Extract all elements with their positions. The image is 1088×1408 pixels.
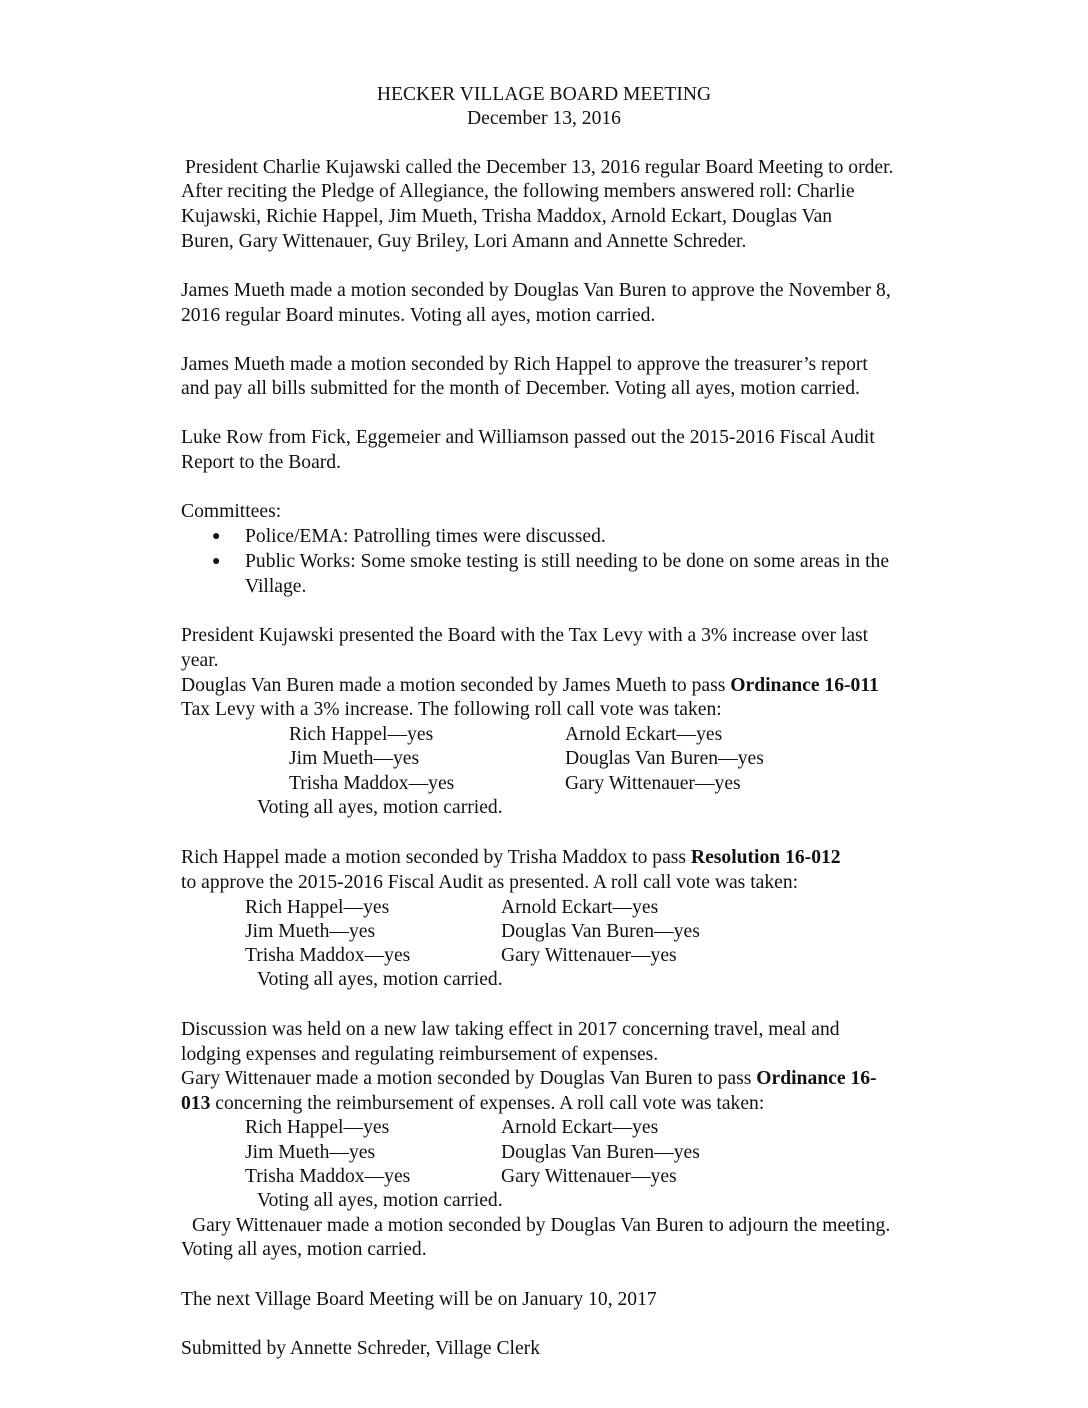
vote-result: Voting all ayes, motion carried. (257, 797, 503, 818)
vote-entry: Douglas Van Buren—yes (501, 1142, 700, 1163)
call-to-order-line: After reciting the Pledge of Allegiance, the following members answered roll: Charlie (181, 181, 855, 202)
minutes-line: James Mueth made a motion seconded by Douglas Van Buren to approve the November 8, (181, 280, 891, 301)
vote-entry: Jim Mueth—yes (245, 921, 376, 942)
expenses-motion-line-cont (181, 1094, 764, 1114)
vote-entry: Gary Wittenauer—yes (501, 1166, 677, 1187)
vote-entry: Jim Mueth—yes (289, 748, 420, 769)
vote-entry: Gary Wittenauer—yes (565, 773, 741, 794)
tax-levy-line: Tax Levy with a 3% increase. The following roll call vote was taken: (181, 699, 722, 720)
next-meeting-note: The next Village Board Meeting will be on January 10, 2017 (181, 1289, 657, 1310)
vote-result: Voting all ayes, motion carried. (257, 969, 503, 990)
tax-levy-line: year. (181, 650, 219, 671)
tax-levy-motion-line (181, 676, 879, 696)
vote-entry: Rich Happel—yes (245, 1117, 390, 1138)
expenses-line: Discussion was held on a new law taking effect in 2017 concerning travel, meal and (181, 1019, 840, 1040)
tax-levy-line: President Kujawski presented the Board with the Tax Levy with a 3% increase over last (181, 625, 869, 646)
meeting-date: December 13, 2016 (467, 108, 621, 129)
motion-text: Rich Happel made a motion seconded by Trisha Maddox to pass (181, 847, 691, 868)
treasurer-line: and pay all bills submitted for the month of December. Voting all ayes, motion carried. (181, 378, 860, 399)
vote-entry: Jim Mueth—yes (245, 1142, 376, 1163)
committee-item-public-works-cont: Village. (245, 576, 307, 597)
expenses-motion-line (181, 1069, 877, 1089)
adjourn-line: Gary Wittenauer made a motion seconded by Douglas Van Buren to adjourn the meeting. (192, 1215, 891, 1236)
resolution-number: Resolution 16-012 (690, 847, 841, 868)
committee-item-public-works: Public Works: Some smoke testing is still needing to be done on some areas in the (245, 551, 890, 572)
vote-entry: Trisha Maddox—yes (245, 945, 411, 966)
document-title: HECKER VILLAGE BOARD MEETING (376, 84, 712, 105)
vote-entry: Trisha Maddox—yes (245, 1166, 411, 1187)
motion-text: Douglas Van Buren made a motion seconded by James Mueth to pass (181, 675, 731, 696)
minutes-line: 2016 regular Board minutes. Voting all ayes, motion carried. (181, 305, 656, 326)
ordinance-number-cont: 013 (181, 1093, 211, 1114)
treasurer-line: James Mueth made a motion seconded by Rich Happel to approve the treasurer’s report (181, 354, 868, 375)
committees-heading: Committees: (181, 501, 282, 522)
vote-entry: Douglas Van Buren—yes (501, 921, 700, 942)
adjourn-line: Voting all ayes, motion carried. (181, 1239, 427, 1260)
expenses-line: lodging expenses and regulating reimbursement of expenses. (181, 1044, 659, 1065)
call-to-order-line: Buren, Gary Wittenauer, Guy Briley, Lori Amann and Annette Schreder. (181, 231, 747, 252)
resolution-motion-line (181, 848, 841, 868)
vote-entry: Rich Happel—yes (289, 724, 434, 745)
vote-entry: Rich Happel—yes (245, 897, 390, 918)
call-to-order-line: Kujawski, Richie Happel, Jim Mueth, Trisha Maddox, Arnold Eckart, Douglas Van (181, 206, 833, 227)
bullet-icon: ● (212, 554, 221, 569)
motion-text: Gary Wittenauer made a motion seconded by Douglas Van Buren to pass (181, 1068, 757, 1089)
motion-text: concerning the reimbursement of expenses. A roll call vote was taken: (210, 1093, 765, 1114)
committee-item-police: Police/EMA: Patrolling times were discussed. (245, 526, 606, 547)
vote-entry: Arnold Eckart—yes (565, 724, 723, 745)
ordinance-number: Ordinance 16-011 (730, 675, 879, 696)
vote-entry: Douglas Van Buren—yes (565, 748, 764, 769)
vote-entry: Arnold Eckart—yes (501, 897, 659, 918)
resolution-line: to approve the 2015-2016 Fiscal Audit as presented. A roll call vote was taken: (181, 872, 799, 893)
vote-result: Voting all ayes, motion carried. (257, 1190, 503, 1211)
vote-entry: Trisha Maddox—yes (289, 773, 455, 794)
audit-report-line: Luke Row from Fick, Eggemeier and Williamson passed out the 2015-2016 Fiscal Audit (181, 427, 875, 448)
ordinance-number: Ordinance 16- (756, 1068, 877, 1089)
call-to-order-line: President Charlie Kujawski called the December 13, 2016 regular Board Meeting to order. (185, 157, 894, 178)
audit-report-line: Report to the Board. (181, 452, 341, 473)
bullet-icon: ● (212, 529, 221, 544)
vote-entry: Arnold Eckart—yes (501, 1117, 659, 1138)
vote-entry: Gary Wittenauer—yes (501, 945, 677, 966)
submitted-by: Submitted by Annette Schreder, Village Clerk (181, 1338, 541, 1359)
